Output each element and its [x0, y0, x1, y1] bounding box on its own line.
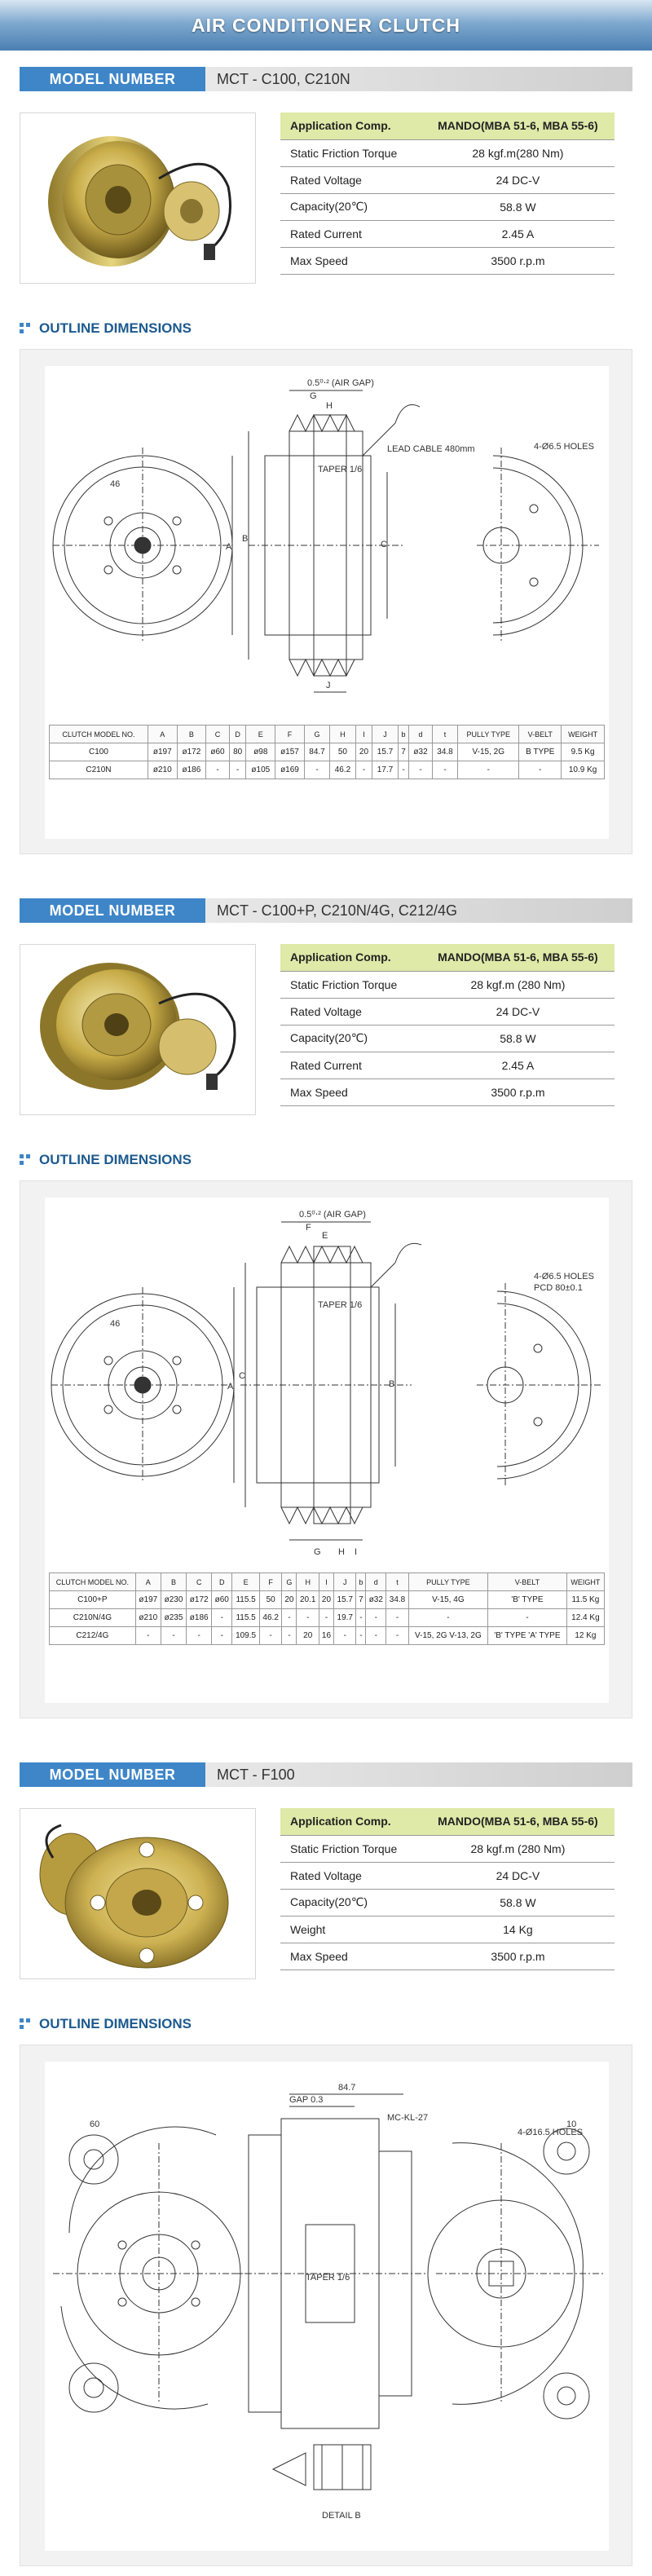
table-cell: C210N/4G [50, 1609, 136, 1627]
svg-text:C: C [381, 540, 387, 549]
table-cell: ø235 [161, 1609, 186, 1627]
table-cell: 109.5 [232, 1627, 260, 1645]
table-cell: ø197 [148, 743, 177, 761]
table-cell: ø172 [187, 1591, 212, 1609]
spec-label: Max Speed [280, 1943, 421, 1969]
outline-heading-text: OUTLINE DIMENSIONS [39, 1152, 192, 1167]
spec-table [280, 1808, 615, 1970]
svg-text:46: 46 [110, 479, 121, 489]
svg-text:GAP 0.3: GAP 0.3 [289, 2095, 324, 2105]
table-header: G [282, 1573, 297, 1591]
spec-value: 24 DC-V [421, 998, 615, 1025]
product-photo [20, 1808, 256, 1979]
spec-label: Application Comp. [280, 944, 421, 971]
spec-value: MANDO(MBA 51-6, MBA 55-6) [421, 1808, 615, 1835]
svg-text:A: A [227, 1382, 234, 1392]
table-cell: - [366, 1627, 386, 1645]
table-cell: ø172 [177, 743, 206, 761]
spec-value: 3500 r.p.m [421, 1943, 615, 1969]
spec-label: Rated Voltage [280, 998, 421, 1025]
table-cell: - [519, 761, 562, 779]
table-row [50, 1609, 605, 1627]
table-cell: ø197 [135, 1591, 161, 1609]
svg-text:C: C [239, 1371, 245, 1381]
svg-text:4-Ø6.5 HOLES: 4-Ø6.5 HOLES [534, 442, 594, 452]
svg-text:I: I [355, 1547, 358, 1557]
outline-drawing-box [20, 1180, 632, 1718]
svg-text:F: F [306, 1223, 311, 1233]
table-cell: 20 [282, 1591, 297, 1609]
spec-value: 28 kgf.m (280 Nm) [421, 971, 615, 998]
svg-text:G: G [314, 1547, 321, 1557]
spec-table [280, 944, 615, 1106]
product-photo [20, 112, 256, 284]
table-cell: 50 [330, 743, 355, 761]
spec-value: 2.45 A [421, 1052, 615, 1078]
table-cell: V-15, 2G [458, 743, 519, 761]
model-bar [20, 65, 632, 93]
model-bar [20, 1761, 632, 1789]
spec-value: 3500 r.p.m [421, 1078, 615, 1105]
table-cell: 10.9 Kg [562, 761, 605, 779]
table-cell: - [398, 761, 409, 779]
table-cell: 7 [356, 1591, 366, 1609]
table-cell: - [366, 1609, 386, 1627]
table-header: C [206, 726, 230, 743]
table-cell: - [187, 1627, 212, 1645]
model-number-label: MODEL NUMBER [20, 898, 205, 923]
table-cell: - [488, 1609, 567, 1627]
svg-text:TAPER 1/6: TAPER 1/6 [306, 2273, 350, 2283]
table-cell: ø105 [246, 761, 275, 779]
dimension-table [49, 1573, 605, 1645]
svg-text:TAPER 1/6: TAPER 1/6 [318, 465, 363, 474]
table-header: b [356, 1573, 366, 1591]
spec-label: Application Comp. [280, 1808, 421, 1835]
table-header: PULLY TYPE [408, 1573, 487, 1591]
table-cell: ø186 [177, 761, 206, 779]
product-photo [20, 944, 256, 1115]
spec-label: Capacity(20℃) [280, 1889, 421, 1916]
table-header: WEIGHT [562, 726, 605, 743]
svg-text:H: H [326, 401, 333, 411]
table-cell: 46.2 [330, 761, 355, 779]
spec-label: Rated Current [280, 1052, 421, 1078]
spec-label: Rated Current [280, 220, 421, 247]
table-header: J [372, 726, 398, 743]
page-title: AIR CONDITIONER CLUTCH [0, 0, 652, 51]
table-cell: 12.4 Kg [566, 1609, 604, 1627]
spec-label: Weight [280, 1916, 421, 1943]
table-cell: 16 [319, 1627, 333, 1645]
svg-text:E: E [322, 1231, 328, 1241]
table-cell: - [229, 761, 246, 779]
outline-heading [20, 1148, 632, 1172]
bullet-icon [20, 1154, 33, 1166]
table-cell: - [409, 761, 433, 779]
outline-heading [20, 316, 632, 341]
table-cell: ø230 [161, 1591, 186, 1609]
table-header: A [148, 726, 177, 743]
spec-label: Static Friction Torque [280, 139, 421, 166]
spec-value: 24 DC-V [421, 1862, 615, 1889]
table-cell: ø210 [135, 1609, 161, 1627]
spec-value: 24 DC-V [421, 166, 615, 193]
outline-drawing-box [20, 2044, 632, 2566]
bullet-icon [20, 323, 33, 334]
svg-text:TAPER 1/6: TAPER 1/6 [318, 1300, 363, 1310]
table-cell: ø60 [206, 743, 230, 761]
outline-drawing [45, 366, 609, 839]
table-cell: - [297, 1609, 319, 1627]
spec-label: Max Speed [280, 247, 421, 274]
svg-text:MC-KL-27: MC-KL-27 [387, 2113, 429, 2123]
dimension-table [49, 725, 605, 779]
table-cell: 15.7 [334, 1591, 356, 1609]
table-cell: 7 [398, 743, 409, 761]
svg-text:DETAIL B: DETAIL B [322, 2511, 361, 2521]
table-cell: ø60 [212, 1591, 232, 1609]
table-header: J [334, 1573, 356, 1591]
table-header: WEIGHT [566, 1573, 604, 1591]
svg-text:4-Ø6.5 HOLES: 4-Ø6.5 HOLES [534, 1272, 594, 1281]
product-section-1 [20, 65, 632, 880]
outline-drawing [45, 2062, 609, 2551]
table-row [50, 1627, 605, 1645]
table-header: V-BELT [519, 726, 562, 743]
table-header: t [386, 1573, 408, 1591]
spec-value: 2.45 A [421, 220, 615, 247]
table-cell: ø169 [275, 761, 305, 779]
table-cell: 80 [229, 743, 246, 761]
table-header: PULLY TYPE [458, 726, 519, 743]
svg-text:0.5⁰⋅² (AIR GAP): 0.5⁰⋅² (AIR GAP) [307, 378, 374, 388]
svg-text:G: G [310, 391, 317, 401]
table-header: E [246, 726, 275, 743]
svg-text:PCD 80±0.1: PCD 80±0.1 [534, 1283, 583, 1293]
svg-text:B: B [242, 534, 249, 544]
model-number-value: MCT - F100 [205, 1762, 632, 1787]
table-cell: - [334, 1627, 356, 1645]
table-cell: 12 Kg [566, 1627, 604, 1645]
table-header: D [229, 726, 246, 743]
spec-value: 3500 r.p.m [421, 247, 615, 274]
spec-table [280, 112, 615, 275]
spec-value: MANDO(MBA 51-6, MBA 55-6) [421, 944, 615, 971]
table-row [50, 1591, 605, 1609]
table-cell: 20.1 [297, 1591, 319, 1609]
table-cell: - [458, 761, 519, 779]
table-cell: ø32 [366, 1591, 386, 1609]
outline-drawing-box [20, 349, 632, 854]
table-cell: - [432, 761, 457, 779]
table-cell: - [212, 1609, 232, 1627]
table-cell: 115.5 [232, 1609, 260, 1627]
table-cell: V-15, 2G V-13, 2G [408, 1627, 487, 1645]
table-header: t [432, 726, 457, 743]
table-cell: ø32 [409, 743, 433, 761]
table-cell: - [356, 1609, 366, 1627]
table-header: A [135, 1573, 161, 1591]
table-header: C [187, 1573, 212, 1591]
table-cell: 46.2 [259, 1609, 281, 1627]
table-header: V-BELT [488, 1573, 567, 1591]
spec-label: Rated Voltage [280, 166, 421, 193]
table-cell: 20 [355, 743, 372, 761]
table-cell: 50 [259, 1591, 281, 1609]
table-cell: B TYPE [519, 743, 562, 761]
outline-heading-text: OUTLINE DIMENSIONS [39, 320, 192, 336]
table-cell: 17.7 [372, 761, 398, 779]
table-cell: - [212, 1627, 232, 1645]
svg-text:4-Ø16.5 HOLES: 4-Ø16.5 HOLES [518, 2128, 584, 2137]
spec-label: Application Comp. [280, 112, 421, 139]
table-cell: ø98 [246, 743, 275, 761]
table-header: I [319, 1573, 333, 1591]
table-header: E [232, 1573, 260, 1591]
table-header: I [355, 726, 372, 743]
spec-value: 58.8 W [421, 193, 615, 220]
spec-label: Capacity(20℃) [280, 1025, 421, 1052]
outline-drawing [45, 1198, 609, 1703]
svg-text:H: H [338, 1547, 345, 1557]
table-cell: - [355, 761, 372, 779]
table-header: F [275, 726, 305, 743]
table-cell: - [259, 1627, 281, 1645]
table-cell: 20 [297, 1627, 319, 1645]
svg-text:60: 60 [90, 2119, 100, 2129]
table-cell: - [304, 761, 329, 779]
svg-text:46: 46 [110, 1319, 121, 1329]
table-cell: 'B' TYPE [488, 1591, 567, 1609]
spec-value: 58.8 W [421, 1889, 615, 1916]
table-cell: 20 [319, 1591, 333, 1609]
model-number-value: MCT - C100+P, C210N/4G, C212/4G [205, 898, 632, 923]
spec-value: 28 kgf.m(280 Nm) [421, 139, 615, 166]
table-header: B [177, 726, 206, 743]
table-header: H [330, 726, 355, 743]
table-header: F [259, 1573, 281, 1591]
spec-label: Static Friction Torque [280, 971, 421, 998]
spec-label: Capacity(20℃) [280, 193, 421, 220]
table-cell: - [206, 761, 230, 779]
table-header: B [161, 1573, 186, 1591]
product-section-3 [20, 1761, 632, 2568]
svg-text:A: A [226, 542, 232, 552]
table-cell: C100 [50, 743, 148, 761]
table-header: H [297, 1573, 319, 1591]
table-cell: - [408, 1609, 487, 1627]
svg-text:10: 10 [566, 2119, 577, 2129]
spec-value: 28 kgf.m (280 Nm) [421, 1835, 615, 1862]
product-section-2 [20, 897, 632, 1745]
table-cell: 84.7 [304, 743, 329, 761]
table-cell: - [135, 1627, 161, 1645]
table-row [50, 761, 605, 779]
table-cell: 34.8 [386, 1591, 408, 1609]
table-header: b [398, 726, 409, 743]
svg-text:0.5⁰⋅² (AIR GAP): 0.5⁰⋅² (AIR GAP) [299, 1210, 366, 1220]
table-cell: ø157 [275, 743, 305, 761]
table-cell: - [386, 1627, 408, 1645]
bullet-icon [20, 2018, 33, 2030]
table-cell: 15.7 [372, 743, 398, 761]
spec-value: 58.8 W [421, 1025, 615, 1052]
svg-text:84.7: 84.7 [338, 2083, 356, 2093]
table-cell: C212/4G [50, 1627, 136, 1645]
spec-label: Static Friction Torque [280, 1835, 421, 1862]
svg-text:B: B [389, 1379, 395, 1389]
table-cell: 19.7 [334, 1609, 356, 1627]
table-cell: ø186 [187, 1609, 212, 1627]
svg-text:J: J [326, 681, 331, 690]
table-cell: V-15, 4G [408, 1591, 487, 1609]
table-header: CLUTCH MODEL NO. [50, 726, 148, 743]
table-cell: - [386, 1609, 408, 1627]
svg-text:LEAD CABLE 480mm: LEAD CABLE 480mm [387, 444, 475, 454]
model-number-label: MODEL NUMBER [20, 1762, 205, 1787]
spec-value: MANDO(MBA 51-6, MBA 55-6) [421, 112, 615, 139]
table-cell: - [282, 1609, 297, 1627]
model-bar [20, 897, 632, 924]
outline-heading-text: OUTLINE DIMENSIONS [39, 2016, 192, 2031]
spec-label: Rated Voltage [280, 1862, 421, 1889]
table-cell: - [282, 1627, 297, 1645]
table-row [50, 743, 605, 761]
outline-heading [20, 2012, 632, 2036]
table-cell: - [319, 1609, 333, 1627]
table-cell: C210N [50, 761, 148, 779]
spec-value: 14 Kg [421, 1916, 615, 1943]
table-header: D [212, 1573, 232, 1591]
table-cell: 115.5 [232, 1591, 260, 1609]
model-number-label: MODEL NUMBER [20, 67, 205, 91]
table-header: G [304, 726, 329, 743]
table-cell: C100+P [50, 1591, 136, 1609]
table-cell: - [161, 1627, 186, 1645]
table-cell: 'B' TYPE 'A' TYPE [488, 1627, 567, 1645]
table-cell: 9.5 Kg [562, 743, 605, 761]
table-header: CLUTCH MODEL NO. [50, 1573, 136, 1591]
table-cell: 11.5 Kg [566, 1591, 604, 1609]
spec-label: Max Speed [280, 1078, 421, 1105]
table-header: d [409, 726, 433, 743]
table-header: d [366, 1573, 386, 1591]
table-cell: - [356, 1627, 366, 1645]
table-cell: ø210 [148, 761, 177, 779]
model-number-value: MCT - C100, C210N [205, 67, 632, 91]
table-cell: 34.8 [432, 743, 457, 761]
